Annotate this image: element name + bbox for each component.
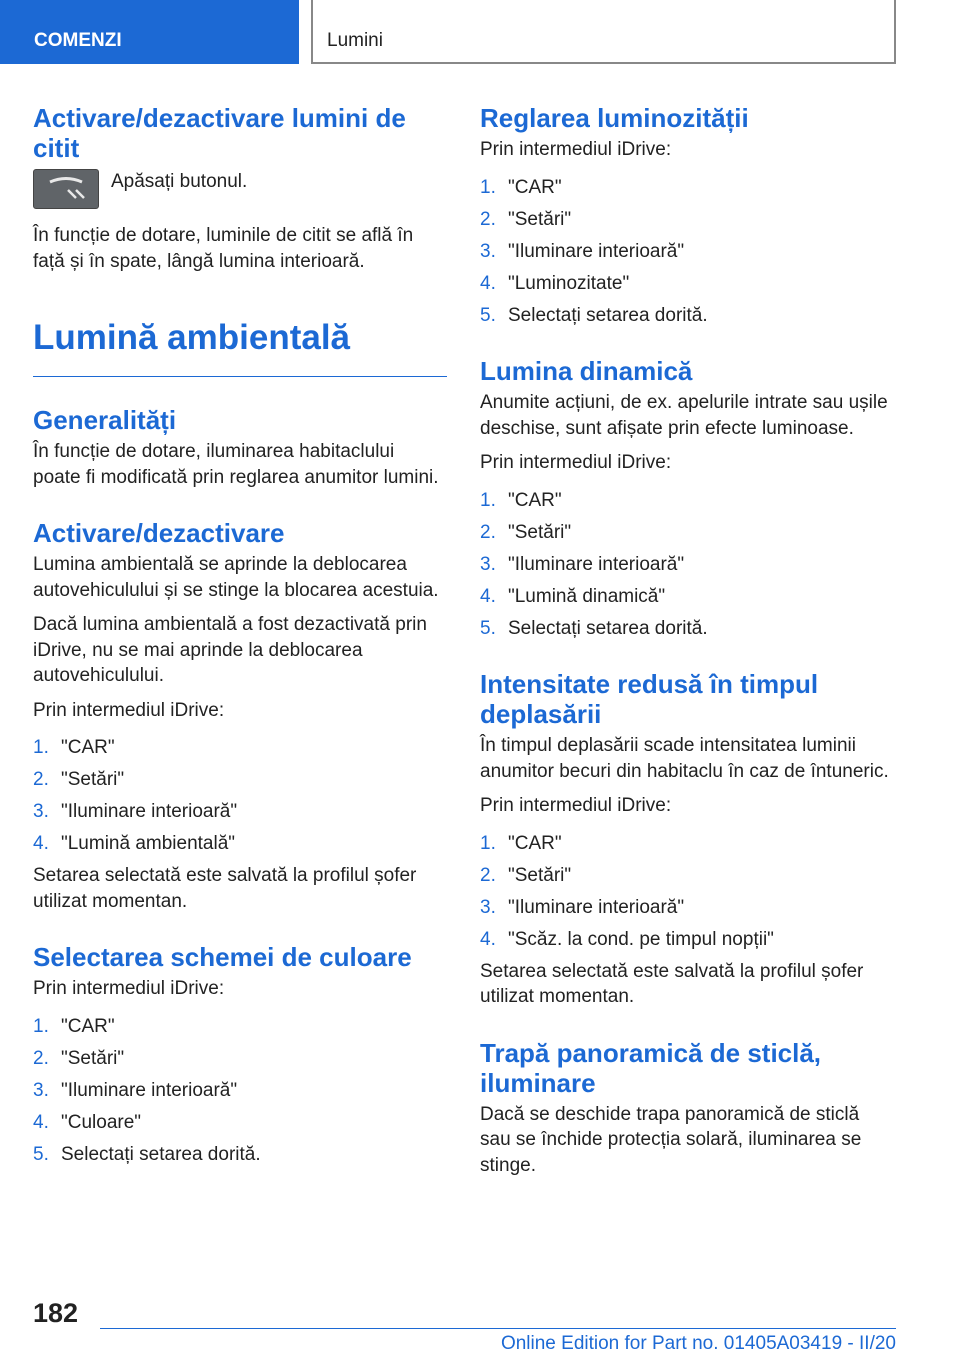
step-number: 4.: [480, 272, 496, 294]
heading-general: Generalități: [33, 405, 177, 435]
button-instruction: Apăsați butonul.: [111, 171, 248, 192]
step-text: "Iluminare interioară": [61, 801, 238, 822]
step-text: "CAR": [508, 176, 562, 198]
step-text: "Setări": [508, 864, 572, 886]
toggle-body-1: Lumina ambientală se aprinde la deblocarea autovehiculului și se stinge la blocarea acestuia.: [33, 554, 439, 601]
list-item: [33, 1110, 447, 1136]
toggle-steps: [33, 735, 447, 857]
step-number: 2.: [480, 864, 496, 886]
heading-dynamic-light: Lumina dinamică: [480, 356, 693, 386]
section-tab: COMENZI: [0, 0, 299, 64]
step-number: 1.: [33, 737, 49, 758]
heading-toggle: Activare/dezactivare: [33, 518, 285, 548]
list-item: [33, 1142, 447, 1168]
step-number: 5.: [33, 1143, 49, 1165]
step-number: 3.: [33, 801, 49, 822]
step-text: "Scăz. la cond. pe timpul nopții": [508, 928, 774, 950]
step-number: 1.: [33, 1015, 49, 1037]
step-number: 4.: [480, 585, 496, 607]
list-item: [480, 831, 894, 857]
brightness-steps: [480, 175, 894, 329]
right-column: [480, 100, 894, 1187]
roof-body: Dacă se deschide trapa panoramică de sticlă sau se închide protecția solară, iluminarea se stinge.: [480, 1103, 862, 1176]
list-item: [33, 1014, 447, 1040]
step-text: "Iluminare interioară": [508, 240, 685, 262]
step-number: 2.: [480, 521, 496, 543]
step-number: 3.: [480, 896, 496, 918]
dynamic-body: Anumite acțiuni, de ex. apelurile intrate sau ușile deschise, sunt afișate prin efecte luminoase.: [480, 392, 888, 439]
step-number: 3.: [480, 553, 496, 575]
reading-light-button-row: [33, 169, 447, 209]
step-text: "Iluminare interioară": [61, 1079, 238, 1101]
list-item: [480, 616, 894, 642]
step-text: "CAR": [61, 737, 115, 758]
list-item: [33, 1078, 447, 1104]
heading-reading-lights: Activare/dezactivare lumini de citit: [33, 103, 406, 163]
heading-reduced-intensity: Intensitate redusă în timpul deplasării: [480, 669, 819, 729]
toggle-note: Setarea selectată este salvată la profilul șofer utilizat momentan.: [33, 865, 417, 912]
step-number: 2.: [480, 208, 496, 230]
step-text: "Setări": [61, 1047, 125, 1069]
list-item: [480, 584, 894, 610]
list-item: [33, 767, 447, 793]
step-text: "Culoare": [61, 1111, 142, 1133]
reduced-body: În timpul deplasării scade intensitatea luminii anumitor becuri din habitaclu în caz de întuneric.: [480, 735, 889, 782]
step-number: 1.: [480, 176, 496, 198]
list-item: [480, 271, 894, 297]
step-text: "Lumină ambientală": [61, 833, 236, 854]
reduced-steps: [480, 831, 894, 953]
step-number: 3.: [33, 1079, 49, 1101]
list-item: [480, 552, 894, 578]
step-text: Selectați setarea dorită.: [61, 1143, 261, 1165]
footer-divider: [100, 1328, 896, 1329]
heading-brightness: Reglarea luminozității: [480, 103, 749, 133]
step-text: "CAR": [508, 489, 562, 511]
footer-edition: Online Edition for Part no. 01405A03419 - II/20: [500, 1333, 896, 1354]
step-number: 1.: [480, 832, 496, 854]
reading-light-button-icon: [33, 169, 99, 209]
step-text: "Setări": [508, 521, 572, 543]
step-text: "Setări": [508, 208, 572, 230]
toggle-intro: Prin intermediul iDrive:: [33, 699, 225, 721]
step-text: "Lumină dinamică": [508, 585, 666, 607]
dynamic-intro: Prin intermediul iDrive:: [480, 452, 672, 473]
step-number: 1.: [480, 489, 496, 511]
list-item: [480, 520, 894, 546]
list-item: [33, 799, 447, 825]
list-item: [480, 175, 894, 201]
reading-lights-body: În funcție de dotare, luminile de citit se află în față și în spate, lângă lumina interioară.: [33, 225, 414, 272]
list-item: [480, 207, 894, 233]
step-number: 4.: [33, 1111, 49, 1133]
color-intro: Prin intermediul iDrive:: [33, 978, 225, 999]
step-text: "CAR": [508, 832, 562, 854]
list-item: [480, 863, 894, 889]
step-text: "Iluminare interioară": [508, 553, 685, 575]
list-item: [480, 927, 894, 953]
list-item: [33, 1046, 447, 1072]
step-number: 5.: [480, 304, 496, 326]
chapter-title: Lumini: [311, 0, 896, 64]
left-column: [33, 100, 447, 1174]
list-item: [480, 895, 894, 921]
brightness-intro: Prin intermediul iDrive:: [480, 139, 672, 160]
step-text: "Setări": [61, 769, 125, 790]
step-number: 2.: [33, 1047, 49, 1069]
step-text: "Luminozitate": [508, 272, 630, 294]
list-item: [480, 239, 894, 265]
step-text: Selectați setarea dorită.: [508, 617, 708, 639]
toggle-body-2: Dacă lumina ambientală a fost dezactivată prin iDrive, nu se mai aprinde la deblocarea autovehiculului.: [33, 614, 427, 686]
step-text: "Iluminare interioară": [508, 896, 685, 918]
general-body: În funcție de dotare, iluminarea habitaclului poate fi modificată prin reglarea anumitor lumini.: [33, 441, 439, 488]
heading-ambient-light: Lumină ambientală: [33, 318, 447, 377]
step-number: 3.: [480, 240, 496, 262]
list-item: [33, 831, 447, 857]
list-item: [480, 303, 894, 329]
step-number: 2.: [33, 769, 49, 790]
page-number: 182: [33, 1298, 79, 1328]
reduced-intro: Prin intermediul iDrive:: [480, 795, 672, 816]
color-steps: [33, 1014, 447, 1168]
step-number: 5.: [480, 617, 496, 639]
step-number: 4.: [33, 833, 49, 854]
heading-color-scheme: Selectarea schemei de culoare: [33, 942, 412, 972]
list-item: [33, 735, 447, 761]
list-item: [480, 488, 894, 514]
step-text: "CAR": [61, 1015, 115, 1037]
reduced-note: Setarea selectată este salvată la profilul șofer utilizat momentan.: [480, 960, 864, 1007]
heading-panoramic-roof: Trapă panoramică de sticlă, iluminare: [480, 1037, 822, 1098]
step-text: Selectați setarea dorită.: [508, 304, 708, 326]
dynamic-steps: [480, 488, 894, 642]
step-number: 4.: [480, 928, 496, 950]
